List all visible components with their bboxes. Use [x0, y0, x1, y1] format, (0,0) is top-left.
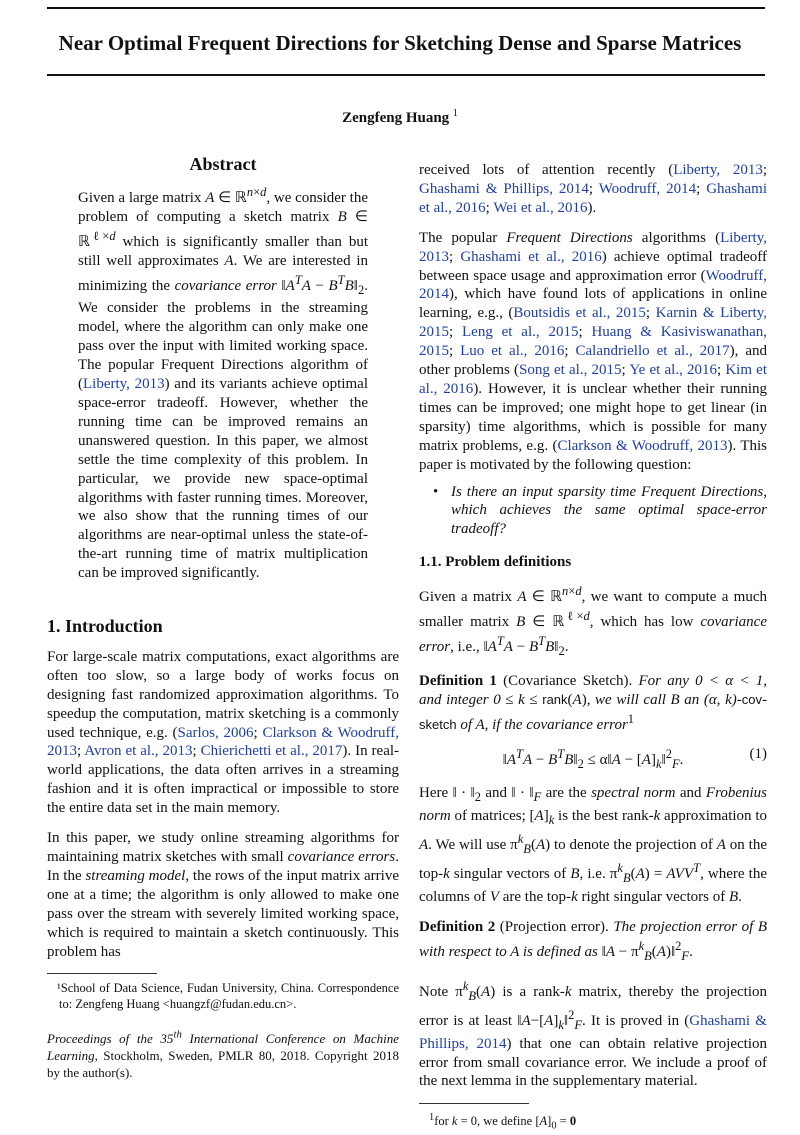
intro-paragraph-2: In this paper, we study online streaming algorithms for maintaining matrix sketches with small covariance errors. In the streaming model, the rows of the input matrix arrive one at a time; the algorithm is only allowed to make one pass over the stream with severely limited working space, which is required to maintain a sketch continuously. This problem has	[47, 830, 399, 960]
problem-definitions-heading: 1.1. Problem definitions	[419, 554, 572, 571]
definition-1: Definition 1 (Covariance Sketch). For any 0 < α < 1, and integer 0 ≤ k ≤ rank(A), we will call B an (α, k)-cov-sketch of A, if the covariance error$^1$	[419, 672, 767, 733]
title-underline	[47, 74, 765, 76]
top-rule	[47, 7, 765, 9]
left-column	[47, 155, 399, 1081]
right-paragraph-2: The popular Frequent Directions algorithms (Liberty, 2013; Ghashami et al., 2016) achieve optimal tradeoff between space usage and approximation error (Woodruff, 2014), which have found lots of applications in online learning, e.g., (Boutsidis et al., 2015; Karnin & Liberty, 2015; Leng et al., 2015; Huang & Kasiviswanathan, 2015; Luo et al., 2016; Calandriello et al., 2017), and other problems (Song et al., 2015; Ye et al., 2016; Kim et al., 2016). However, it is unclear whether their running times can be improved; one might hope to get linear (in sparsity) time algorithms, which is possible for many matrix problems, e.g. (Clarkson & Woodruff, 2013). This paper is motivated by the following question:	[419, 229, 768, 473]
author-affiliation-mark: 1	[452, 108, 458, 119]
introduction-heading: 1. Introduction	[47, 616, 163, 637]
author-name: Zengfeng Huang	[342, 110, 450, 126]
author-line	[0, 108, 800, 127]
equation-1	[419, 745, 767, 774]
research-question-bullet	[433, 483, 767, 540]
abstract-text: Given a large matrix A ∈ ℝ$^{n\times d}$, we consider the problem of computing a sketch matrix B ∈ ℝ$^{\ell\times d}$ which is significantly smaller than but still well approximates A. We are interested in minimizing the covariance error $‖A^TA$ − $B^TB‖_2$. We consider the problems in the streaming model, where the algorithm can only make one pass over the input with limited working space. The popular Frequent Directions algorithm of (Liberty, 2013) and its variants achieve optimal space-error tradeoff. However, whether the running time can be improved remains an unanswered question. In this paper, we almost settle the time complexity of this problem. In particular, we provide new space-optimal algorithms with faster running times. Moreover, we also show that the running times of our algorithms are near-optimal unless the state-of-the-art running time of matrix multiplication can be improved significantly.	[78, 184, 369, 582]
definition-2: Definition 2 (Projection error). The projection error of B with respect to A is defined as ‖A − $\pi^k_B(A)‖^2_F$.	[419, 919, 768, 963]
abstract-body	[78, 183, 368, 583]
intro-paragraph-1: For large-scale matrix computations, exact algorithms are often too slow, so a large body of works focus on designing fast randomized approximation algorithms. To speedup the computation, matrix sketching is a commonly used technique, e.g. (Sarlos, 2006; Clarkson & Woodruff, 2013; Avron et al., 2013; Chierichetti et al., 2017). In real-world applications, the data often arrives in a streaming fashion and it is often impractical or impossible to store the entire data set in the main memory.	[47, 648, 400, 817]
norm-paragraph: Here ‖ · $‖_2$ and ‖ · $‖_F$ are the spectral norm and Frobenius norm of matrices; $[A]_k$ is the best rank-k approximation to A. We will use $\pi^k_B(A)$ to denote the projection of A on the top-k singular vectors of B, i.e. $\pi^k_B(A) = AVV^T$, where the columns of V are the top-k right singular vectors of B.	[419, 785, 768, 906]
equation-1-number: (1)	[749, 745, 767, 762]
footnote-rule	[47, 973, 157, 974]
right-footnote-rule	[419, 1103, 529, 1104]
affiliation-footnote: ¹School of Data Science, Fudan University, China. Correspondence to: Zengfeng Huang <huangzf@fudan.edu.cn>.	[57, 981, 399, 1012]
proceedings-note: Proceedings of the 35th International Conference on Machine Learning, Stockholm, Sweden, PMLR 80, 2018. Copyright 2018 by the author(s).	[47, 1028, 399, 1080]
equation-1-body: $‖A^TA$ − $B^TB‖_2$ ≤ α‖A − $[A]_k‖^2_F$.	[502, 746, 684, 771]
paper-title: Near Optimal Frequent Directions for Sketching Dense and Sparse Matrices	[58, 31, 742, 55]
right-column	[419, 161, 767, 1135]
right-paragraph-1: received lots of attention recently (Liberty, 2013; Ghashami & Phillips, 2014; Woodruff, 2014; Ghashami et al., 2016; Wei et al., 2016).	[419, 162, 768, 216]
rank-footnote: $^1$for k = 0, we define $[A]_0 = 0$	[429, 1112, 577, 1132]
problem-paragraph: Given a matrix A ∈ ℝ$^{n\times d}$, we want to compute a much smaller matrix B ∈ ℝ$^{\ell\times d}$, which has low covariance error, i.e., $‖A^TA$ − $B^TB‖_2$.	[419, 584, 767, 658]
research-question-text: Is there an input sparsity time Frequent Directions, which achieves the same optimal space-error tradeoff?	[451, 483, 767, 538]
bullet-dot: •	[433, 483, 439, 500]
abstract-heading: Abstract	[189, 154, 257, 174]
note-paragraph: Note $\pi^k_B(A)$ is a rank-k matrix, thereby the projection error is at least $‖A-[A]_k‖^2_F$. It is proved in (Ghashami & Phillips, 2014) that one can obtain relative projection error from small covariance error. We include a proof of the next lemma in the supplementary material.	[419, 978, 767, 1090]
